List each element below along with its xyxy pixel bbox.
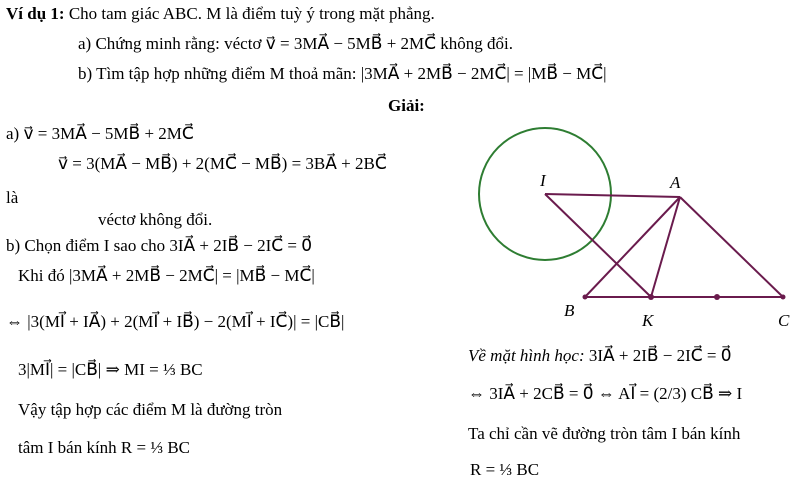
label-I: I [540, 171, 546, 190]
segment-AC [680, 197, 783, 297]
point-trisection [714, 294, 720, 300]
geometry-svg [470, 115, 800, 335]
geometry-figure [470, 115, 800, 335]
part-b-statement: b) Tìm tập hợp những điểm M thoả mãn: |3MA⃗ + 2MB⃗ − 2MC⃗| = |MB⃗ − MC⃗| [78, 64, 607, 83]
example-label: Ví dụ 1: [6, 4, 65, 23]
constant-vector-note: véctơ không đổi. [98, 210, 213, 229]
point-K [648, 294, 654, 300]
geometry-line3: Ta chỉ cần vẽ đường tròn tâm I bán kính [468, 424, 741, 443]
solution-b-line4: 3|MI⃗| = |CB⃗| ⇒ MI = ⅓ BC [18, 360, 203, 379]
geometry-intro: Về mặt hình học: [468, 346, 585, 365]
word-la: là [6, 188, 19, 207]
solution-a-line1: a) v⃗ = 3MA⃗ − 5MB⃗ + 2MC⃗ [6, 124, 194, 143]
conclusion-line1: Vậy tập hợp các điểm M là đường tròn [18, 400, 283, 419]
label-B: B [564, 301, 575, 320]
solution-heading: Giải: [388, 96, 425, 115]
solution-a-line2: v⃗ = 3(MA⃗ − MB⃗) + 2(MC⃗ − MB⃗) = 3BA⃗ + 2BC⃗ [58, 154, 387, 173]
solution-b-line1: b) Chọn điểm I sao cho 3IA⃗ + 2IB⃗ − 2IC⃗ = 0⃗ [6, 236, 313, 255]
problem-title-line [6, 4, 435, 24]
geometry-line1 [468, 346, 732, 366]
geometry-equation: 3IA⃗ + 2IB⃗ − 2IC⃗ = 0⃗ [584, 346, 732, 365]
point-B [583, 295, 588, 300]
part-a-statement: a) Chứng minh rằng: véctơ v⃗ = 3MA⃗ − 5MB⃗ + 2MC⃗ không đổi. [78, 34, 513, 53]
label-A: A [670, 173, 681, 192]
problem-text: Cho tam giác ABC. M là điểm tuỳ ý trong mặt phẳng. [64, 4, 435, 23]
conclusion-line2: tâm I bán kính R = ⅓ BC [18, 438, 191, 457]
solution-b-line3: ⇔ |3(MI⃗ + IA⃗) + 2(MI⃗ + IB⃗) − 2(MI⃗ + IC⃗)| = |CB⃗| [6, 312, 345, 331]
label-C: C [778, 311, 790, 330]
solution-b-line2: Khi đó |3MA⃗ + 2MB⃗ − 2MC⃗| = |MB⃗ − MC⃗| [18, 266, 315, 285]
segment-IA [545, 194, 680, 197]
geometry-line2: ⇔ 3IA⃗ + 2CB⃗ = 0⃗ ⇔ AI⃗ = (2/3) CB⃗ ⇒ I [468, 384, 743, 403]
geometry-line4: R = ⅓ BC [470, 460, 540, 479]
label-K: K [642, 311, 654, 330]
point-C [781, 295, 786, 300]
